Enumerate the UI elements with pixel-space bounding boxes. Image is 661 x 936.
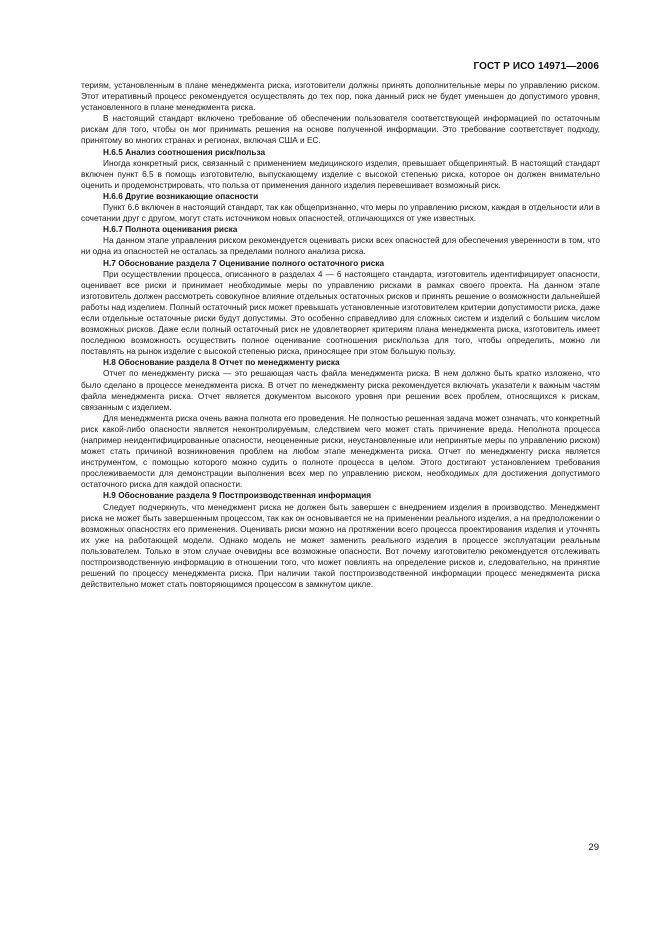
paragraph: Иногда конкретный риск, связанный с применением медицинского изделия, превышает общепринятый. В настоящий стандарт включен пункт 6.5 в помощь изготовителю, выпускающему изделие с высокой степенью риска, которое он должен внимательно оценить и продемонстрировать, что польза от применения данного изделия перевешивает возможный риск. <box>81 157 600 190</box>
paragraph: На данном этапе управления риском рекомендуется оценивать риски всех опасностей для обеспечения уверенности в том, что ни одна из опасностей не осталась за пределами полного анализа риска. <box>81 235 600 257</box>
paragraph: Следует подчеркнуть, что менеджмент риска не должен быть завершен с внедрением изделия в производство. Менеджмент риска не может быть завершенным процессом, так как он основывается не на применении реального изделия, а на предположении о возможных опасностях его применения. Оценивать риски можно на протяжении всего процесса проектирования изделия и уточнять их уже на работающей модели. Однако модель не может заменить реального изделия в процессе эксплуатации реальным пользователем. Только в этом случае очевидны все возможные опасности. Вот почему изготовителю рекомендуется отслеживать постпроизводственную информацию в отношении того, что может повлиять на определение рисков и, следовательно, на принятие решений по процессу менеджмента риска. При наличии такой постпроизводственной информации процесс менеджмента риска действительно может стать повторяющимся процессом в замкнутом цикле. <box>81 501 600 590</box>
page-body <box>81 80 600 590</box>
paragraph: Для менеджмента риска очень важна полнота его проведения. Не полностью решенная задача может означать, что конкретный риск какой-либо опасности является неконтролируемым, следствием чего может стать причинение вреда. Неполнота процесса (например неидентифицированные опасности, неоцененные риски, неустановленные или непринятые меры по управлению риском) может стать причиной возникновения проблем на любом этапе менеджмента риска. Отчет по менеджменту риска является инструментом, с помощью которого можно судить о полноте процесса в целом. Этого достигают установлением требования прослеживаемости для демонстрации выполнения всех мер по управлению риском, необходимых для достижения допустимого остаточного риска для каждой опасности. <box>81 412 600 490</box>
paragraph: Пункт 6.6 включен в настоящий стандарт, так как общепризнанно, что меры по управлению риском, каждая в отдельности или в сочетании друг с другом, могут стать источником новых опасностей, отличающихся от уже известных. <box>81 202 600 224</box>
section-heading: Н.6.7 Полнота оценивания риска <box>103 224 238 235</box>
section-heading: Н.8 Обоснование раздела 8 Отчет по менеджменту риска <box>103 357 340 368</box>
paragraph: В настоящий стандарт включено требование об обеспечении пользователя соответствующей информацией по остаточным рискам для того, чтобы он мог принимать решения на основе полученной информации. Это требование соответствует подходу, принятому во многих странах и регионах, включая США и ЕС. <box>81 113 600 146</box>
section-heading: Н.7 Обоснование раздела 7 Оценивание полного остаточного риска <box>103 257 385 268</box>
paragraph: Отчет по менеджменту риска — это решающая часть файла менеджмента риска. В нем должно быть кратко изложено, что было сделано в процессе менеджмента риска. В отчет по менеджменту риска рекомендуется включать указатели к важным частям файла менеджмента риска. Отчет является документом высокого уровня при решении всех проблем, относящихся к рискам, связанным с изделием. <box>81 368 600 412</box>
paragraph: териям, установленным в плане менеджмента риска, изготовители должны принять дополнительные меры по управлению риском. Этот итеративный процесс рекомендуется осуществлять до тех пор, пока данный риск не будет уменьшен до допустимого уровня, установленного в плане менеджмента риска. <box>81 80 600 113</box>
section-heading: Н.9 Обоснование раздела 9 Постпроизводственная информация <box>103 490 372 501</box>
section-heading: Н.6.5 Анализ соотношения риск/польза <box>103 146 266 157</box>
paragraph: При осуществлении процесса, описанного в разделах 4 — 6 настоящего стандарта, изготовитель идентифицирует опасности, оценивает все риски и принимает необходимые меры по управлению рисками в рамках своего проекта. На данном этапе изготовитель должен рассмотреть совокупное влияние отдельных остаточных рисков и принять решение о возможности дальнейшей работы над изделием. Полный остаточный риск может превышать установленные изготовителем критерии допустимости риска, даже если отдельные остаточные риски будут допустимы. Это особенно справедливо для сложных систем и изделий с большим числом возможных рисков. Даже если полный остаточный риск не удовлетворяет критериям плана менеджмента риска, изготовитель имеет последнюю возможность осуществить полное оценивание соотношения риск/польза для того, чтобы определить, можно ли поставлять на рынок изделие с высокой степенью риска, приносящее при этом большую пользу. <box>81 268 600 357</box>
section-heading: Н.6.6 Другие возникающие опасности <box>103 190 259 201</box>
standard-designation: ГОСТ Р ИСО 14971—2006 <box>473 61 599 72</box>
page-number: 29 <box>588 842 599 853</box>
